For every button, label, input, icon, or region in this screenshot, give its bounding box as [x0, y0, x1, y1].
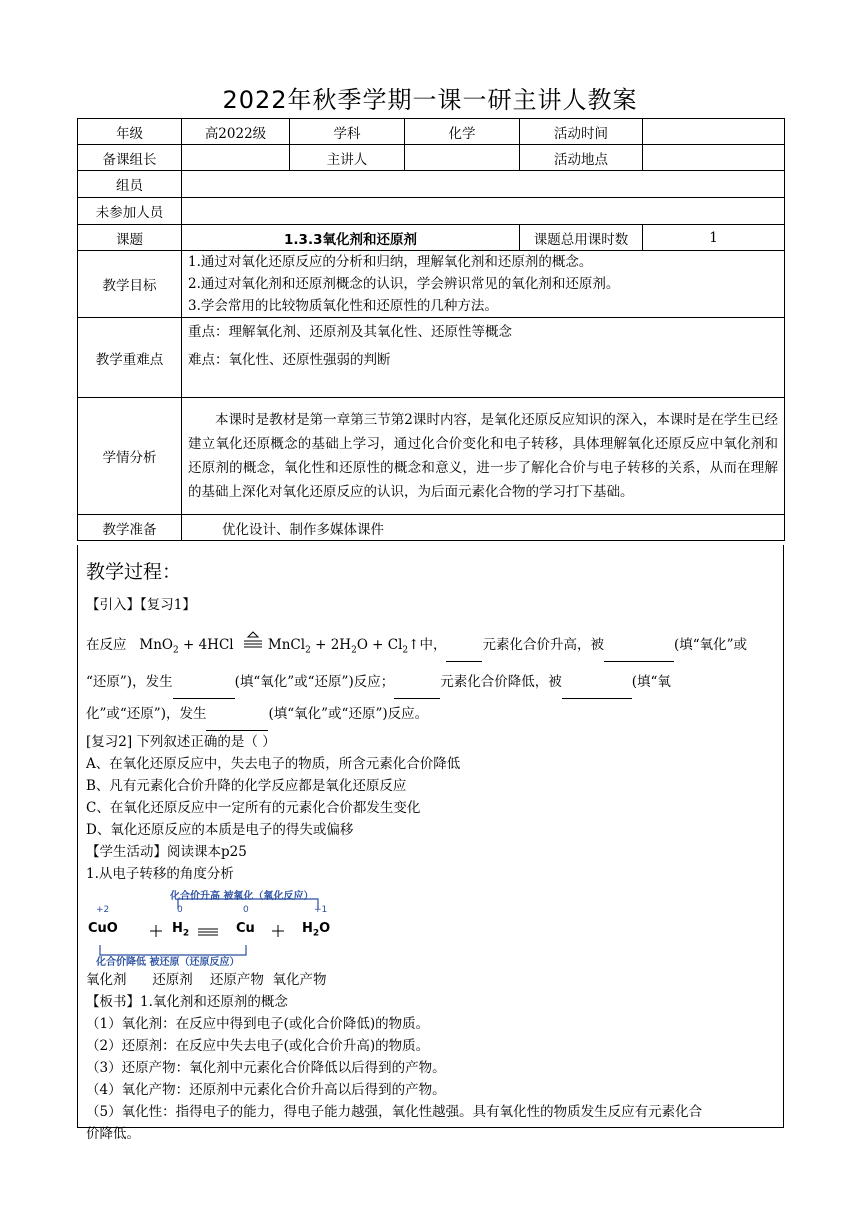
- page-title: 2022年秋季学期一课一研主讲人教案: [222, 86, 638, 114]
- student-activity: 【学生活动】阅读课本p25: [86, 843, 247, 860]
- teaching-process-section: [77, 545, 784, 1142]
- blank: [446, 630, 482, 662]
- ox-state-h-before: 0: [177, 904, 183, 915]
- goals-label: 教学目标: [78, 251, 182, 318]
- analysis-label: 学情分析: [78, 398, 182, 515]
- members-label: 组员: [78, 171, 182, 198]
- prep-label: 教学准备: [78, 515, 182, 541]
- goal-item: 2.通过对氧化剂和还原剂概念的认识，学会辨识常见的氧化剂和还原剂。: [188, 276, 620, 292]
- analysis-text: 本课时是教材是第一章第三节第2课时内容，是氧化还原反应知识的深入，本课时是在学生已经建立氧化还原概念的基础上学习，通过化合价变化和电子转移，具体理解氧化还原反应中氧化剂和还原剂的概念，氧化性和还原性的概念和意义，进一步了解化合价与电子转移的关系，从而在理解的基础上深化对氧化还原反应的认识，为后面元素化合物的学习打下基础。: [188, 412, 778, 500]
- reaction-equation: MnO$_2$ + 4HCl MnCl$_2$ + $2H_2O$ + $Cl_2↑$: [131, 637, 420, 653]
- definition-item: （1）氧化剂：在反应中得到电子(或化合价降低)的物质。: [86, 1015, 430, 1032]
- absent-label: 未参加人员: [78, 198, 182, 225]
- subject-label: 学科: [290, 119, 405, 145]
- ox-state-h-after: +1: [314, 904, 328, 915]
- option-d: D、氧化还原反应的本质是电子的得失或偏移: [86, 821, 354, 838]
- option-c: C、在氧化还原反应中一定所有的元素化合价都发生变化: [86, 799, 421, 816]
- hours-label: 课题总用课时数: [520, 225, 643, 251]
- review1-line2: “还原”)，发生 (填“氧化”或“还原”)反应； 元素化合价降低，被 (填“氧: [86, 667, 775, 699]
- intro-line: 【引入】【复习1】: [86, 597, 196, 613]
- blank: [604, 630, 674, 662]
- ox-state-cu-before: +2: [96, 904, 110, 915]
- option-b: B、凡有元素化合价升降的化学反应都是氧化还原反应: [86, 777, 407, 794]
- hours-value: 1: [643, 225, 785, 251]
- subject-value: 化学: [405, 119, 520, 145]
- heat-equals-icon: [242, 630, 264, 661]
- hard-point: 难点：氧化性、还原性强弱的判断: [188, 352, 391, 368]
- topic-value: 1.3.3氧化剂和还原剂: [182, 225, 520, 251]
- time-label: 活动时间: [520, 119, 643, 145]
- blank: [394, 667, 440, 699]
- speaker-value: [405, 145, 520, 171]
- review1-line1: 在反应 MnO$_2$ + 4HCl MnCl$_2$ + $2H_2O$ + $Cl_2↑$中， 元素化合价升高，被 (填“氧化”或: [86, 630, 775, 667]
- formula-h2: $H_2$: [172, 920, 190, 939]
- blank: [173, 667, 235, 699]
- definition-item-cont: 价降低。: [86, 1125, 140, 1142]
- grade-label: 年级: [78, 119, 182, 145]
- members-value: [182, 171, 785, 198]
- board-heading: 【板书】1.氧化剂和还原剂的概念: [86, 993, 288, 1010]
- analysis-title: 1.从电子转移的角度分析: [86, 865, 234, 882]
- formula-cuo: CuO: [88, 920, 118, 936]
- lesson-info-table: [77, 118, 785, 541]
- oxidation-label: 化合价升高 被氧化（氧化反应）: [170, 890, 314, 902]
- analysis-cell: [182, 398, 785, 515]
- topic-label: 课题: [78, 225, 182, 251]
- blank: [206, 699, 268, 731]
- absent-value: [182, 198, 785, 225]
- leader-value: [182, 145, 290, 171]
- prep-value: 优化设计、制作多媒体课件: [182, 515, 785, 541]
- reduction-label: 化合价降低 被还原（还原反应）: [96, 956, 240, 968]
- roles-line: 氧化剂 还原剂 还原产物 氧化产物: [86, 971, 327, 988]
- goal-item: 1.通过对氧化还原反应的分析和归纳，理解氧化剂和还原剂的概念。: [188, 254, 593, 270]
- goals-cell: [182, 251, 785, 318]
- option-a: A、在氧化还原反应中，失去电子的物质，所含元素化合价降低: [86, 755, 461, 772]
- definition-item: （4）氧化产物：还原剂中元素化合价升高以后得到的产物。: [86, 1081, 446, 1098]
- definition-item: （2）还原剂：在反应中失去电子(或化合价升高)的物质。: [86, 1037, 430, 1054]
- grade-value: 高2022级: [182, 119, 290, 145]
- process-heading: 教学过程：: [86, 561, 182, 583]
- formula-h2o: $H_2O$: [302, 920, 331, 939]
- place-value: [643, 145, 785, 171]
- key-point: 重点：理解氧化剂、还原剂及其氧化性、还原性等概念: [188, 324, 512, 340]
- time-value: [643, 119, 785, 145]
- definition-item: （3）还原产物：氧化剂中元素化合价降低以后得到的产物。: [86, 1059, 446, 1076]
- blank: [562, 667, 632, 699]
- difficulty-cell: [182, 318, 785, 398]
- goal-item: 3.学会常用的比较物质氧化性和还原性的几种方法。: [188, 298, 498, 314]
- formula-cu: Cu: [236, 920, 255, 936]
- review1-line3: 化”或“还原”)，发生 (填“氧化”或“还原”)反应。: [86, 699, 775, 731]
- difficulty-label: 教学重难点: [78, 318, 182, 398]
- electron-transfer-diagram: [86, 887, 386, 969]
- definition-item: （5）氧化性：指得电子的能力，得电子能力越强，氧化性越强。具有氧化性的物质发生反应有元素化合: [86, 1103, 703, 1120]
- review2-question: [复习2] 下列叙述正确的是（ ）: [86, 733, 276, 750]
- place-label: 活动地点: [520, 145, 643, 171]
- speaker-label: 主讲人: [290, 145, 405, 171]
- leader-label: 备课组长: [78, 145, 182, 171]
- ox-state-cu-after: 0: [243, 904, 249, 915]
